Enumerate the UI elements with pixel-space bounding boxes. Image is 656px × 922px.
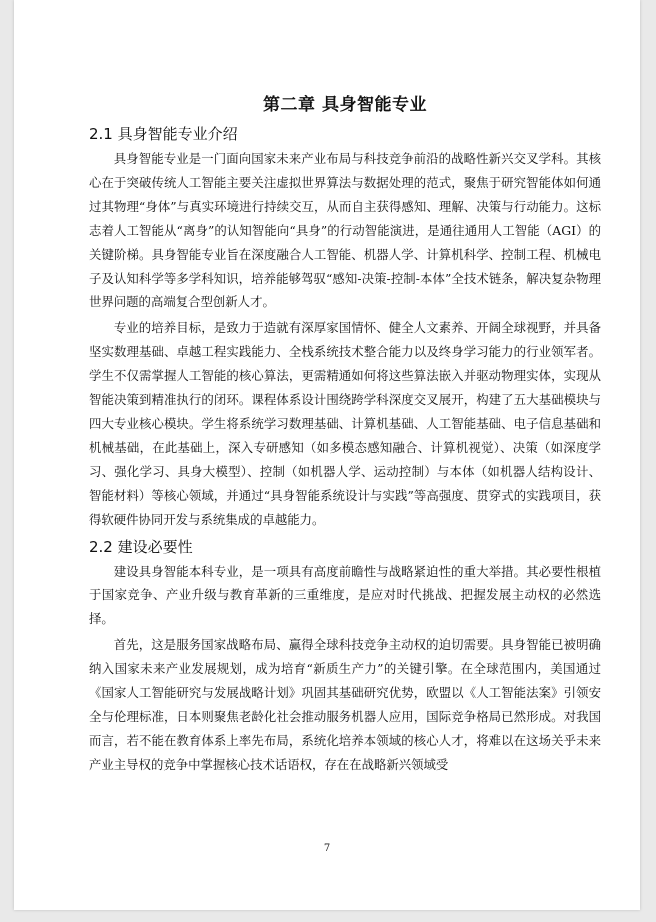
paragraph: 专业的培养目标，是致力于造就有深厚家国情怀、健全人文素养、开阔全球视野，并具备坚实数理基础、卓越工程实践能力、全栈系统技术整合能力以及终身学习能力的行业领军者。学生不仅需掌握人工智能的核心算法，更需精通如何将这些算法嵌入并驱动物理实体，实现从智能决策到精准执行的闭环。课程体系设计围绕跨学科深度交叉展开，构建了五大基础模块与四大专业核心模块。学生将系统学习数理基础、计算机基础、人工智能基础、电子信息基础和机械基础，在此基础上，深入专研感知（如多模态感知融合、计算机视觉）、决策（如深度学习、强化学习、具身大模型）、控制（如机器人学、运动控制）与本体（如机器人结构设计、智能材料）等核心领域，并通过“具身智能系统设计与实践”等高强度、贯穿式的实践项目，获得软硬件协同开发与系统集成的卓越能力。 [89,320,601,527]
paragraph: 建设具身智能本科专业，是一项具有高度前瞻性与战略紧迫性的重大举措。其必要性根植于国家竞争、产业升级与教育革新的三重维度，是应对时代挑战、把握发展主动权的必然选择。 [89,563,601,627]
section-title-2-2: 2.2 建设必要性 [89,537,193,556]
section-title-2-1: 2.1 具身智能专业介绍 [89,125,238,143]
document-page [14,0,640,910]
page-content [89,93,601,777]
paragraph: 具身智能专业是一门面向国家未来产业布局与科技竞争前沿的战略性新兴交叉学科。其核心在于突破传统人工智能主要关注虚拟世界算法与数据处理的范式，聚焦于研究智能体如何通过其物理“身体”与真实环境进行持续交互，从而自主获得感知、理解、决策与行动能力。这标志着人工智能从“离身”的认知智能向“具身”的行动智能演进，是通往通用人工智能（AGI）的关键阶梯。具身智能专业旨在深度融合人工智能、机器人学、计算机科学、控制工程、机械电子及认知科学等多学科知识，培养能够驾驭“感知-决策-控制-本体”全技术链条，解决复杂物理世界问题的高端复合型创新人才。 [89,151,601,310]
page-number: 7 [323,843,331,854]
paragraph: 首先，这是服务国家战略布局、赢得全球科技竞争主动权的迫切需要。具身智能已被明确纳入国家未来产业发展规划，成为培育“新质生产力”的关键引擎。在全球范围内，美国通过《国家人工智能研究与发展战略计划》巩固其基础研究优势，欧盟以《人工智能法案》引领安全与伦理标准，日本则聚焦老龄化社会推动服务机器人应用，国际竞争格局已然形成。对我国而言，若不能在教育体系上率先布局，系统化培养本领域的核心人才，将难以在这场关乎未来产业主导权的竞争中掌握核心技术话语权，存在在战略新兴领域受 [89,637,601,772]
chapter-title: 第二章 具身智能专业 [263,95,427,115]
